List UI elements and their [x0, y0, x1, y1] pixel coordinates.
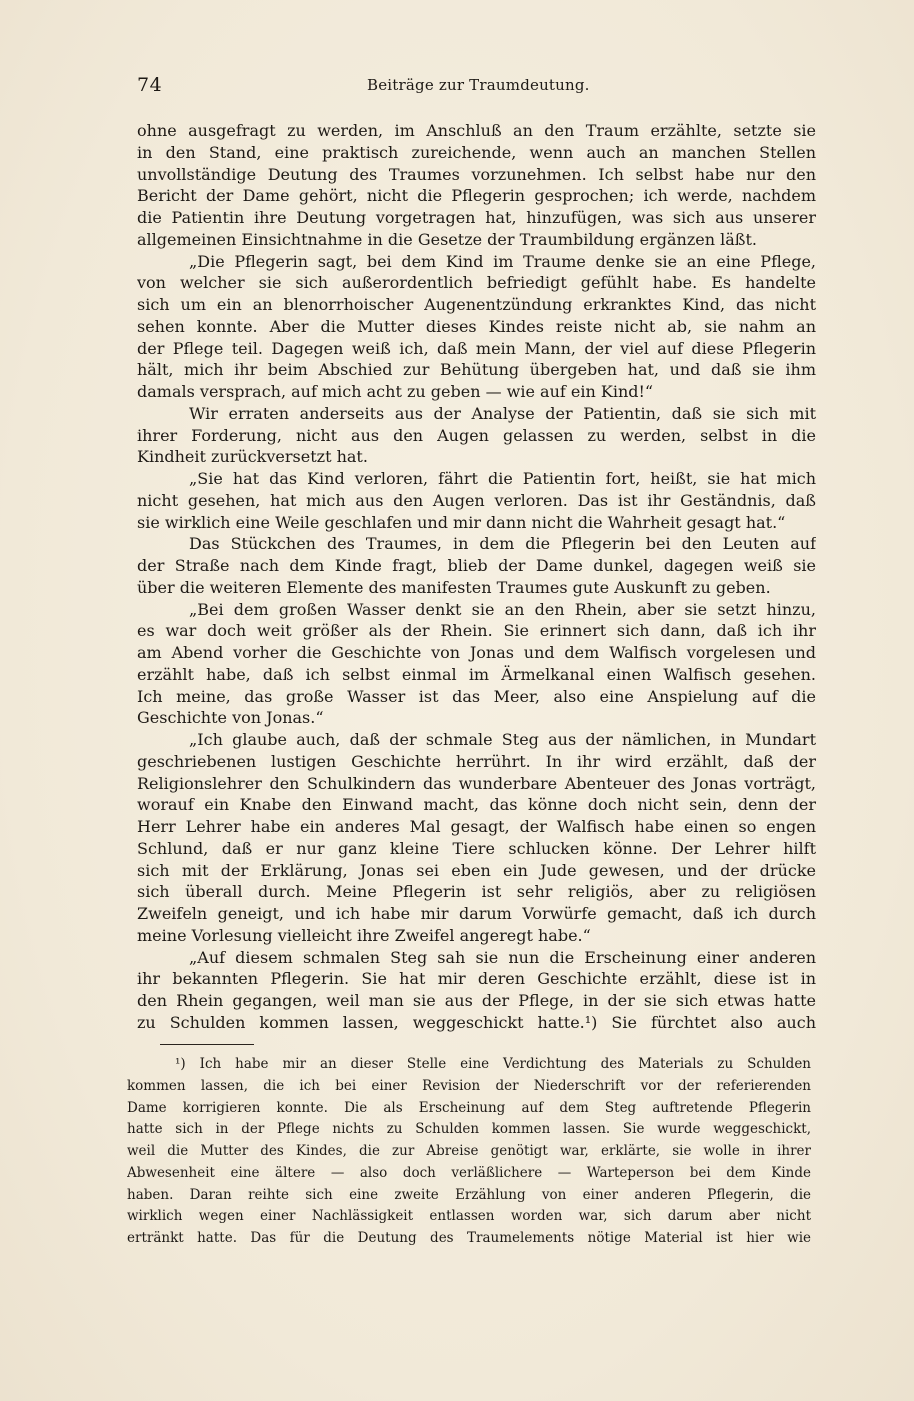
text-line: ihr bekannten Pflegerin. Sie hat mir deren Geschichte erzählt, diese ist in: [137, 969, 816, 989]
text-line: damals versprach, auf mich acht zu geben — wie auf ein Kind!“: [137, 382, 654, 401]
text-line: Geschichte von Jonas.“: [137, 708, 324, 728]
text-line: ihrer Forderung, nicht aus den Augen gelassen zu werden, selbst in die: [137, 425, 816, 445]
text-line: es war doch weit größer als der Rhein. Sie erinnert sich dann, daß ich ihr: [137, 621, 816, 641]
text-line: der Pflege teil. Dagegen weiß ich, daß mein Mann, der viel auf diese Pflegerin: [137, 338, 816, 358]
text-line: Zweifeln geneigt, und ich habe mir darum Vorwürfe gemacht, daß ich durch: [137, 904, 816, 923]
text-line: „Auf diesem schmalen Steg sah sie nun die Erscheinung einer anderen: [189, 947, 816, 967]
text-line: sehen konnte. Aber die Mutter dieses Kindes reiste nicht ab, sie nahm an: [137, 316, 816, 336]
text-line: unvollständige Deutung des Traumes vorzunehmen. Ich selbst habe nur den: [137, 164, 816, 184]
footnote-divider: [160, 1044, 254, 1045]
text-line: Bericht der Dame gehört, nicht die Pflegerin gesprochen; ich werde, nachdem: [137, 186, 816, 206]
text-line: allgemeinen Einsichtnahme in die Gesetze der Traumbildung ergänzen läßt.: [137, 229, 757, 249]
footnote-line: Abwesenheit eine ältere — also doch verläßlichere — Warteperson bei dem Kinde: [127, 1164, 811, 1181]
footnote-line: ertränkt hatte. Das für die Deutung des Traumelements nötige Material ist hier wie: [127, 1230, 811, 1246]
text-line: „Bei dem großen Wasser denkt sie an den Rhein, aber sie setzt hinzu,: [189, 599, 816, 619]
footnote-line: haben. Daran reihte sich eine zweite Erzählung von einer anderen Pflegerin, die: [127, 1186, 811, 1203]
text-line: zu Schulden kommen lassen, weggeschickt hatte.¹) Sie fürchtet also auch: [137, 1012, 816, 1032]
text-line: „Sie hat das Kind verloren, fährt die Patientin fort, heißt, sie hat mich: [189, 469, 816, 488]
footnote-line: wirklich wegen einer Nachlässigkeit entlassen worden war, sich darum aber nicht: [127, 1208, 811, 1225]
footnote-line: kommen lassen, die ich bei einer Revision der Niederschrift vor der referierenden: [127, 1077, 811, 1094]
footnote-line: ¹) Ich habe mir an dieser Stelle eine Verdichtung des Materials zu Schulden: [175, 1056, 811, 1072]
text-line: nicht gesehen, hat mich aus den Augen verloren. Das ist ihr Geständnis, daß: [137, 490, 816, 510]
text-line: ohne ausgefragt zu werden, im Anschluß an den Traum erzählte, setzte sie: [137, 121, 816, 140]
text-line: geschriebenen lustigen Geschichte herrührt. In ihr wird erzählt, daß der: [137, 751, 816, 771]
text-line: sich um ein an blenorrhoischer Augenentzündung erkranktes Kind, das nicht: [137, 295, 816, 314]
text-line: „Die Pflegerin sagt, bei dem Kind im Traume denke sie an eine Pflege,: [189, 251, 816, 271]
main-text: [137, 120, 816, 1034]
page-number: 74: [137, 74, 163, 96]
text-line: über die weiteren Elemente des manifesten Traumes gute Auskunft zu geben.: [137, 577, 771, 597]
text-line: „Ich glaube auch, daß der schmale Steg aus der nämlichen, in Mundart: [189, 730, 816, 749]
text-line: den Rhein gegangen, weil man sie aus der Pflege, in der sie sich etwas hatte: [137, 991, 816, 1010]
text-line: die Patientin ihre Deutung vorgetragen hat, hinzufügen, was sich aus unserer: [137, 208, 816, 227]
text-line: von welcher sie sich außerordentlich befriedigt gefühlt habe. Es handelte: [137, 273, 816, 293]
text-line: meine Vorlesung vielleicht ihre Zweifel angeregt habe.“: [137, 925, 591, 945]
running-title: Beiträge zur Traumdeutung.: [367, 76, 590, 94]
footnote: [127, 1054, 811, 1250]
text-line: Ich meine, das große Wasser ist das Meer, also eine Anspielung auf die: [137, 686, 816, 706]
text-line: erzählt habe, daß ich selbst einmal im Ärmelkanal einen Walfisch gesehen.: [137, 664, 816, 684]
text-line: Das Stückchen des Traumes, in dem die Pflegerin bei den Leuten auf: [189, 534, 816, 554]
footnote-line: Dame korrigieren konnte. Die als Erscheinung auf dem Steg auftretende Pflegerin: [127, 1099, 811, 1116]
text-line: der Straße nach dem Kinde fragt, blieb der Dame dunkel, dagegen weiß sie: [137, 556, 816, 575]
text-line: sich mit der Erklärung, Jonas sei eben ein Jude gewesen, und der drücke: [137, 860, 816, 880]
text-line: sie wirklich eine Weile geschlafen und mir dann nicht die Wahrheit gesagt hat.“: [137, 512, 786, 532]
footnote-line: weil die Mutter des Kindes, die zur Abreise genötigt war, erklärte, sie wolle in ihrer: [127, 1143, 811, 1159]
text-line: Herr Lehrer habe ein anderes Mal gesagt, der Walfisch habe einen so engen: [137, 817, 816, 836]
text-line: Wir erraten anderseits aus der Analyse der Patientin, daß sie sich mit: [189, 403, 816, 423]
text-line: Kindheit zurückversetzt hat.: [137, 447, 368, 467]
text-line: hält, mich ihr beim Abschied zur Behütung übergeben hat, und daß sie ihm: [137, 360, 816, 380]
text-line: Religionslehrer den Schulkindern das wunderbare Abenteuer des Jonas vorträgt,: [137, 773, 816, 793]
text-line: sich überall durch. Meine Pflegerin ist sehr religiös, aber zu religiösen: [137, 882, 816, 902]
text-line: Schlund, daß er nur ganz kleine Tiere schlucken könne. Der Lehrer hilft: [137, 838, 816, 858]
text-line: in den Stand, eine praktisch zureichende, wenn auch an manchen Stellen: [137, 142, 816, 162]
text-line: am Abend vorher die Geschichte von Jonas und dem Walfisch vorgelesen und: [137, 643, 816, 662]
page-header: [137, 74, 817, 98]
text-line: worauf ein Knabe den Einwand macht, das könne doch nicht sein, denn der: [137, 795, 816, 815]
footnote-line: hatte sich in der Pflege nichts zu Schulden kommen lassen. Sie wurde weggeschickt,: [127, 1121, 811, 1138]
